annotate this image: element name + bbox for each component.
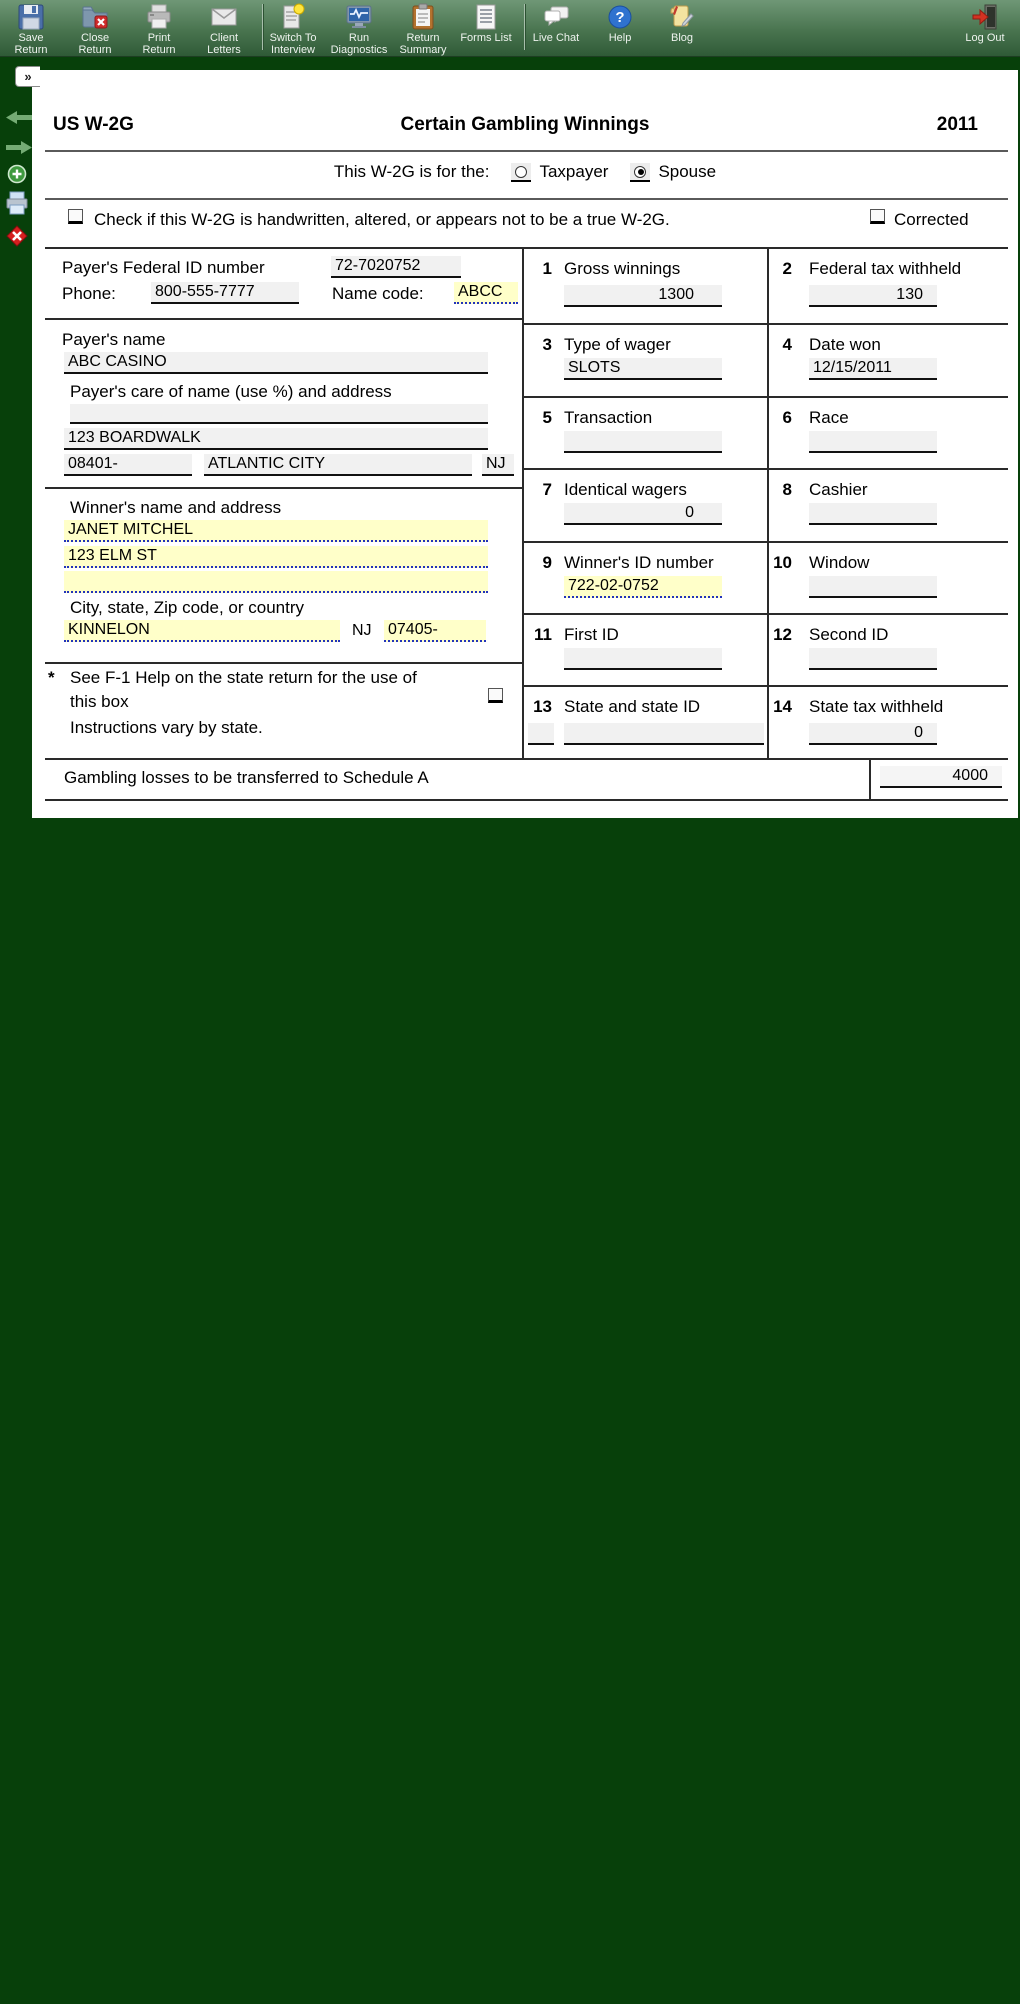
delete-form-icon[interactable] [6,225,28,252]
divider [45,318,522,320]
winner-state-value[interactable]: NJ [352,622,372,639]
box6-label: Race [809,408,849,427]
spouse-radio-label: Spouse [658,162,717,181]
payer-state-field[interactable]: NJ [482,454,514,476]
back-arrow-icon[interactable] [6,110,32,130]
divider [522,468,1008,470]
sidebar-expand-tab[interactable]: » [15,66,40,87]
divider [522,323,1008,325]
box2-federal-tax-field[interactable]: 130 [809,285,937,307]
payer-address-field[interactable]: 123 BOARDWALK [64,428,488,450]
spouse-radio[interactable] [630,163,650,182]
box7-identical-wagers-field[interactable]: 0 [564,503,722,525]
box6-race-field[interactable] [809,431,937,453]
box10-window-field[interactable] [809,576,937,598]
state-box-checkbox[interactable] [488,688,503,703]
client-letters-button[interactable]: Client Letters [194,2,254,56]
svg-text:?: ? [615,9,625,26]
interview-page-icon [278,2,308,32]
taxpayer-radio-option[interactable] [511,162,608,182]
payer-name-field[interactable]: ABC CASINO [64,352,488,374]
box3-number: 3 [542,335,552,354]
divider [522,613,1008,615]
box7-label: Identical wagers [564,480,687,499]
logout-door-icon [970,2,1000,32]
winner-address2-field[interactable] [64,571,488,593]
divider [522,396,1008,398]
divider [45,247,1008,249]
diagnostics-monitor-icon [344,2,374,32]
payer-phone-label: Phone: [62,284,116,303]
save-return-button[interactable]: Save Return [2,2,60,56]
box13-state-field[interactable] [528,723,554,745]
box4-date-won-field[interactable]: 12/15/2011 [809,358,937,380]
box1-number: 1 [542,259,552,278]
blog-button[interactable]: Blog [656,2,708,56]
folder-close-icon [80,2,110,32]
handwritten-checkbox[interactable] [68,209,83,224]
payer-fed-id-label: Payer's Federal ID number [62,258,265,277]
box2-label: Federal tax withheld [809,259,962,278]
note-line1: See F-1 Help on the state return for the use of [70,668,417,687]
chat-bubbles-icon [541,2,571,32]
blog-scroll-icon [667,2,697,32]
box12-label: Second ID [809,625,889,644]
for-line-label: This W-2G is for the: [333,162,490,181]
box8-number: 8 [782,480,792,499]
forms-document-icon [471,2,501,32]
add-form-icon[interactable] [7,164,27,189]
box1-gross-winnings-field[interactable]: 1300 [564,285,722,307]
handwritten-label: Check if this W-2G is handwritten, altered, or appears not to be a true W-2G. [94,210,670,229]
box9-label: Winner's ID number [564,553,714,572]
box5-transaction-field[interactable] [564,431,722,453]
box14-label: State tax withheld [809,697,944,716]
spouse-radio-option[interactable] [630,162,716,182]
box3-type-of-wager-field[interactable]: SLOTS [564,358,722,380]
payer-name-code-label: Name code: [332,284,424,303]
box11-first-id-field[interactable] [564,648,722,670]
box8-label: Cashier [809,480,868,499]
payer-fed-id-field[interactable]: 72-7020752 [331,256,461,278]
box14-number: 14 [773,697,792,716]
clipboard-icon [408,2,438,32]
corrected-label: Corrected [894,210,969,229]
winner-name-field[interactable]: JANET MITCHEL [64,520,488,542]
divider [522,541,1008,543]
box8-cashier-field[interactable] [809,503,937,525]
box10-label: Window [809,553,870,572]
box9-number: 9 [542,553,552,572]
taxpayer-radio[interactable] [511,163,531,182]
box3-label: Type of wager [564,335,671,354]
box9-winner-id-field[interactable]: 722-02-0752 [564,576,722,598]
divider [45,799,1008,801]
return-summary-button[interactable]: Return Summary [392,2,454,56]
box11-label: First ID [564,625,619,644]
box1-label: Gross winnings [564,259,681,278]
box12-number: 12 [773,625,792,644]
divider [45,662,522,664]
box13-label: State and state ID [564,697,701,716]
floppy-disk-icon [16,2,46,32]
envelope-icon [209,2,239,32]
divider [45,487,522,489]
winner-address1-field[interactable]: 123 ELM ST [64,546,488,568]
box7-number: 7 [542,480,552,499]
gambling-losses-field[interactable]: 4000 [880,766,1002,788]
help-button[interactable]: ? Help [594,2,646,56]
top-toolbar [0,0,1020,57]
form-year: 2011 [936,114,978,135]
divider [45,150,1008,152]
box2-number: 2 [782,259,792,278]
recipient-selector-row [32,162,1018,182]
log-out-button[interactable]: Log Out [954,2,1016,56]
forward-arrow-icon[interactable] [6,140,32,160]
payer-name-code-field[interactable]: ABCC [454,282,518,304]
form-code: US W-2G [53,114,134,135]
box5-number: 5 [542,408,552,427]
winner-city-field[interactable]: KINNELON [64,620,340,642]
divider [45,198,1008,200]
toolbar-separator [524,4,525,50]
corrected-checkbox[interactable] [870,209,885,224]
printer-icon [144,2,174,32]
close-return-button[interactable]: Close Return [66,2,124,56]
divider [45,758,1008,760]
box4-number: 4 [782,335,792,354]
box6-number: 6 [782,408,792,427]
payer-care-of-field[interactable] [70,404,488,424]
forms-list-button[interactable]: Forms List [452,2,520,56]
w2g-form-panel [32,70,1018,818]
payer-care-of-label: Payer's care of name (use %) and address [70,382,392,401]
box10-number: 10 [773,553,792,572]
live-chat-button[interactable]: Live Chat [527,2,585,56]
payer-name-label: Payer's name [62,330,166,349]
divider [522,685,1008,687]
winner-zip-field[interactable]: 07405- [384,620,486,642]
box5-label: Transaction [564,408,653,427]
print-return-button[interactable]: Print Return [130,2,188,56]
run-diagnostics-button[interactable]: Run Diagnostics [324,2,394,56]
payer-zip-field[interactable]: 08401- [64,454,192,476]
note-asterisk: * [48,668,55,687]
box13-state-id-field[interactable] [564,723,764,745]
note-line3: Instructions vary by state. [70,718,263,737]
help-question-icon [605,2,635,32]
payer-city-field[interactable]: ATLANTIC CITY [204,454,472,476]
print-form-icon[interactable] [5,191,29,221]
gambling-losses-label: Gambling losses to be transferred to Schedule A [64,768,429,787]
note-line2: this box [70,692,129,711]
box4-label: Date won [809,335,881,354]
payer-phone-field[interactable]: 800-555-7777 [151,282,299,304]
winner-name-address-label: Winner's name and address [70,498,282,517]
switch-to-interview-button[interactable]: Switch To Interview [261,2,325,56]
form-title: Certain Gambling Winnings [400,114,650,135]
box11-number: 11 [534,625,552,644]
save-return-label: Save [18,32,44,44]
taxpayer-radio-label: Taxpayer [539,162,609,181]
column-divider [869,758,871,799]
box12-second-id-field[interactable] [809,648,937,670]
box14-state-tax-field[interactable]: 0 [809,723,937,745]
winner-city-label: City, state, Zip code, or country [70,598,304,617]
box13-number: 13 [533,697,552,716]
